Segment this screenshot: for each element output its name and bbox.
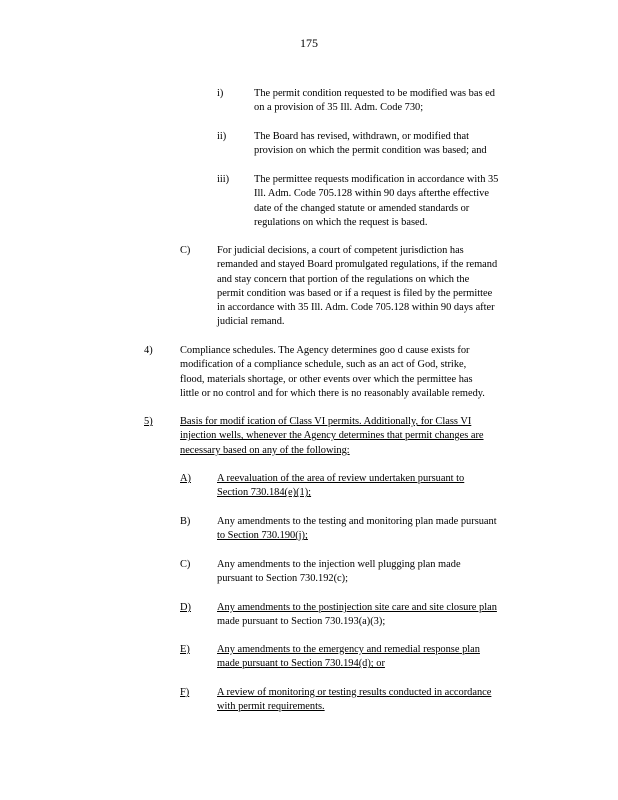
- text-line: Any amendments to the emergency and remedial response plan: [217, 644, 480, 655]
- text-line: Compliance schedules. The Agency determines goo d cause exists for: [180, 345, 470, 356]
- text-line: necessary based on any of the following:: [180, 444, 350, 456]
- item-marker: F): [180, 687, 190, 698]
- text-line: on a provision of 35 Ill. Adm. Code 730;: [254, 102, 424, 114]
- text-line: judicial remand.: [217, 316, 285, 328]
- text-line: Any amendments to the testing and monitoring plan made pursuant: [217, 516, 497, 527]
- text-line: pursuant to Section 730.192(c);: [217, 573, 349, 585]
- item-text: [254, 130, 536, 159]
- text-line: made pursuant to Section 730.193(a)(3);: [217, 616, 386, 628]
- page-number: 175: [300, 36, 318, 50]
- item-text: [254, 173, 539, 230]
- item-marker: D): [180, 602, 191, 613]
- text-line: to Section 730.190(j);: [217, 530, 308, 542]
- item-text: [217, 601, 543, 630]
- item-text: [217, 558, 517, 587]
- text-line: The permit condition requested to be modified was bas ed: [254, 88, 495, 99]
- item-marker: iii): [217, 174, 230, 185]
- item-marker: 4): [144, 345, 153, 356]
- text-line: made pursuant to Section 730.194(d); or: [217, 658, 385, 670]
- text-line: provision on which the permit condition was based; and: [254, 145, 487, 157]
- text-line: injection wells, whenever the Agency determines that permit changes are: [180, 430, 484, 442]
- text-line: and stay concern that portion of the regulations on which the: [217, 273, 470, 285]
- text-line: Any amendments to the postinjection site care and site closure plan: [217, 602, 497, 613]
- item-text: [254, 87, 536, 116]
- text-line: Section 730.184(e)(1);: [217, 487, 312, 499]
- text-line: modification of a compliance schedule, such as an act of God, strike,: [180, 359, 467, 371]
- item-marker: C): [180, 245, 191, 256]
- text-line: Ill. Adm. Code 705.128 within 90 days afterthe effective: [254, 188, 489, 200]
- text-line: A review of monitoring or testing results conducted in accordance: [217, 687, 492, 698]
- item-marker: C): [180, 559, 191, 570]
- text-line: in accordance with 35 Ill. Adm. Code 705.128 within 90 days after: [217, 302, 495, 314]
- item-text: [217, 472, 517, 501]
- text-line: Basis for modif ication of Class VI permits. Additionally, for Class VI: [180, 416, 472, 427]
- item-text: [180, 344, 528, 401]
- item-marker: i): [217, 88, 224, 99]
- text-line: remanded and stayed Board promulgated regulations, if the remand: [217, 259, 498, 271]
- text-line: For judicial decisions, a court of competent jurisdiction has: [217, 245, 464, 256]
- item-text: [180, 415, 532, 458]
- item-text: [217, 643, 527, 672]
- text-line: Any amendments to the injection well plugging plan made: [217, 559, 461, 570]
- text-line: little or no control and for which there is no reasonably available remedy.: [180, 387, 485, 399]
- text-line: date of the changed statute or amended standards or: [254, 202, 470, 214]
- item-marker: B): [180, 516, 191, 527]
- text-line: flood, materials shortage, or other events over which the permittee has: [180, 373, 473, 385]
- item-marker: E): [180, 644, 190, 655]
- item-text: [217, 686, 539, 715]
- text-line: permit condition was based or if a request is filed by the permittee: [217, 287, 493, 299]
- item-marker: A): [180, 473, 191, 484]
- item-marker: ii): [217, 131, 227, 142]
- item-text: [217, 244, 539, 330]
- item-marker: 5): [144, 416, 153, 427]
- text-line: The Board has revised, withdrawn, or modified that: [254, 131, 469, 142]
- item-text: [217, 515, 539, 544]
- text-line: A reevaluation of the area of review undertaken pursuant to: [217, 473, 465, 484]
- text-line: The permittee requests modification in accordance with 35: [254, 174, 499, 185]
- text-line: with permit requirements.: [217, 701, 325, 713]
- text-line: regulations on which the request is based.: [254, 216, 428, 228]
